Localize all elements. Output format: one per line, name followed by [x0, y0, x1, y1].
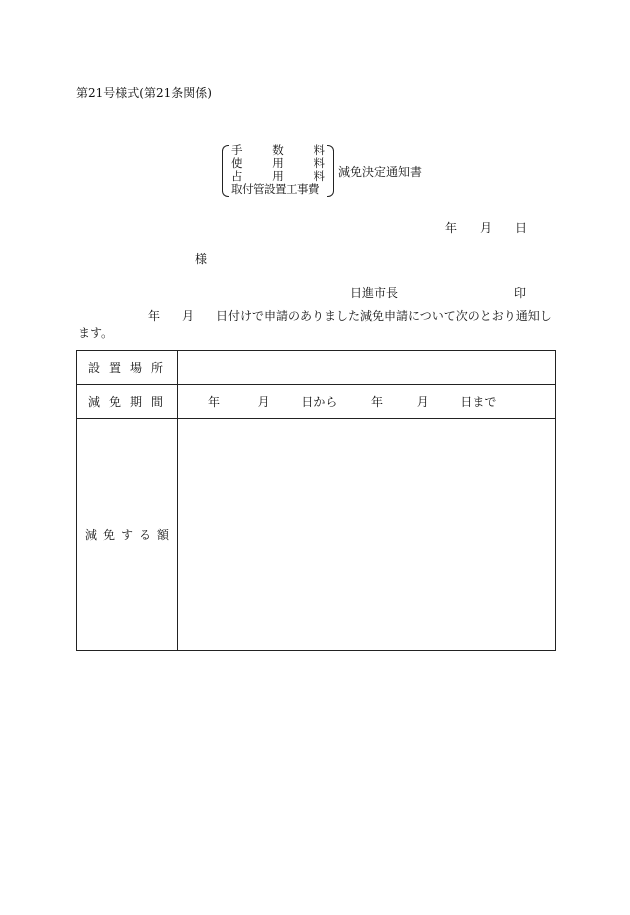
body-month: 月 [182, 309, 195, 323]
exemption-amount-value [178, 419, 556, 651]
installation-location-label: 設置場所 [77, 351, 178, 385]
table-row [77, 351, 556, 385]
fee-char: 用 [272, 169, 284, 183]
period-end-month: 月 [416, 395, 429, 409]
body-line2: ます。 [78, 326, 114, 340]
fee-char: 使 [231, 156, 243, 170]
exemption-period-value [178, 385, 556, 419]
exemption-period-label: 減免期間 [77, 385, 178, 419]
left-bracket [222, 145, 229, 197]
period-end-day: 日まで [460, 395, 497, 409]
fee-type-bracket-block [222, 143, 334, 197]
notice-body [78, 308, 558, 342]
installation-location-value [178, 351, 556, 385]
recipient-honorific: 様 [195, 252, 208, 266]
right-bracket [327, 145, 334, 197]
detail-table [76, 350, 556, 651]
period-end-year: 年 [371, 395, 384, 409]
form-number: 第21号様式(第21条関係) [76, 86, 212, 100]
fee-char: 占 [231, 169, 243, 183]
period-start-month: 月 [257, 395, 270, 409]
fee-char: 手 [231, 143, 243, 157]
fee-type-list [231, 144, 325, 196]
fee-char: 料 [313, 143, 325, 157]
date-year: 年 [445, 221, 458, 235]
fee-char: 用 [272, 156, 284, 170]
document-title: 減免決定通知書 [338, 165, 423, 179]
body-year: 年 [148, 309, 161, 323]
date-day: 日 [515, 221, 528, 235]
period-start-year: 年 [208, 395, 221, 409]
fee-char: 数 [272, 143, 284, 157]
fee-type-pipe-installation [231, 183, 325, 196]
table-row [77, 419, 556, 651]
seal-mark: 印 [514, 286, 527, 300]
fee-text: 取付管設置工事費 [231, 182, 319, 196]
exemption-amount-label: 減免する額 [77, 419, 178, 651]
table-row [77, 385, 556, 419]
date-month: 月 [480, 221, 493, 235]
issuer-name: 日進市長 [350, 286, 399, 300]
period-start-day: 日から [301, 395, 338, 409]
body-line1: 日付けで申請のありました減免申請について次のとおり通知し [216, 309, 552, 323]
fee-char: 料 [313, 169, 325, 183]
fee-char: 料 [313, 156, 325, 170]
